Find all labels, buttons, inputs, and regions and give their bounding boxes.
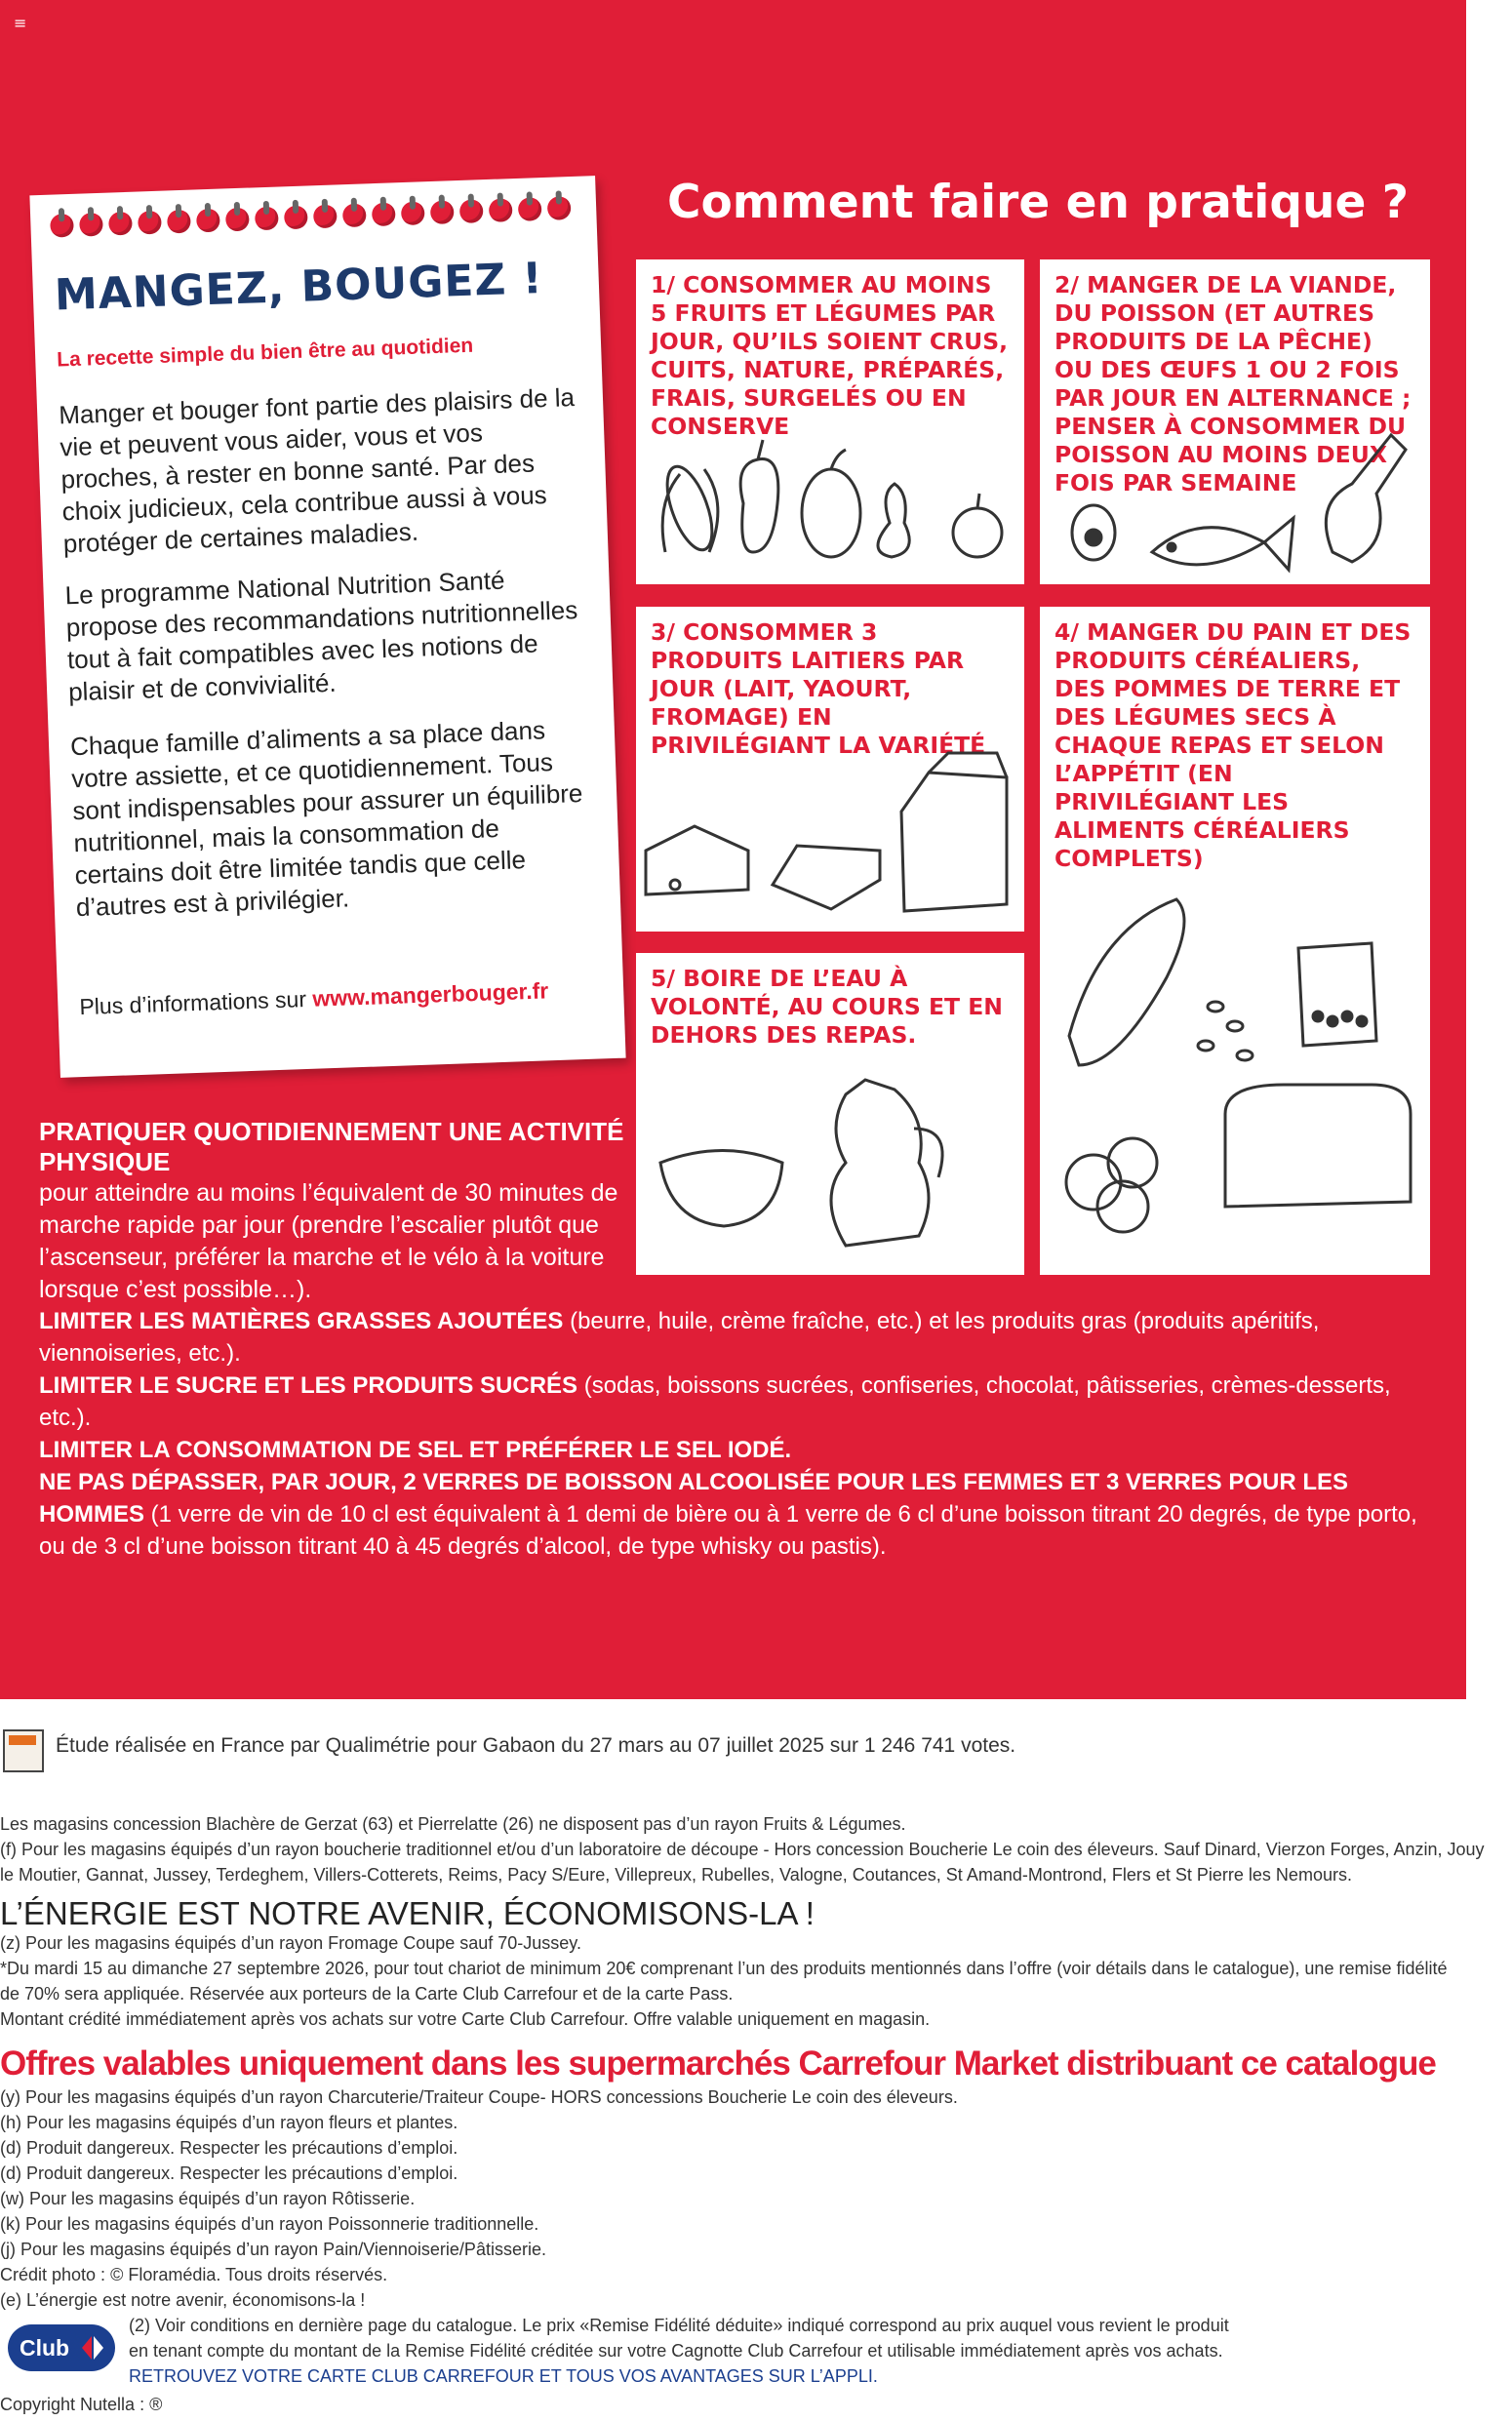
energie-slogan: L’ÉNERGIE EST NOTRE AVENIR, ÉCONOMISONS-LA ! — [0, 1895, 815, 1931]
limit-bold: LIMITER LE SUCRE ET LES PRODUITS SUCRÉS — [39, 1372, 578, 1399]
limit-rest: (sodas, boissons sucrées, confiseries, chocolat, pâtisseries, crèmes-desserts, etc.). — [39, 1372, 1391, 1431]
limit-rest: (1 verre de vin de 10 cl est équivalent à 1 demi de bière ou à 1 verre de 6 cl d’une boisson titrant 20 degrés, de type porto, ou de 3 cl d’une boisson titrant 40 à 45 degrés d’alcool, de type whisky ou pastis). — [39, 1501, 1417, 1560]
fine-print-line: (e) L’énergie est notre avenir, économisons-la ! — [0, 2290, 366, 2310]
fine-print-line: Montant crédité immédiatement après vos achats sur votre Carte Club Carrefour. Offre valable uniquement en magasin. — [0, 2009, 931, 2029]
ring-icon — [459, 199, 484, 223]
notepad-paragraph-3: Chaque famille d’aliments a sa place dans votre assiette, et ce quotidiennement. Tous sont indispensables pour assurer un équilibre nutritionnel, mais la consommation de certains doit être limitée tandis que celle d’autres est à privilégier. — [69, 715, 583, 923]
limit-item — [39, 1369, 1444, 1434]
main-title: Comment faire en pratique ? — [667, 176, 1410, 229]
club-note-1: (2) Voir conditions en dernière page du catalogue. Le prix «Remise Fidélité déduite» indiqué correspond au prix auquel vous revient le produit — [129, 2316, 1229, 2335]
ring-icon — [372, 202, 396, 226]
notepad-rings — [50, 196, 572, 238]
tile-cereals — [1040, 607, 1430, 1275]
limit-rest: (beurre, huile, crème fraîche, etc.) et les produits gras (produits apéritifs, viennoiseries, etc.). — [39, 1308, 1320, 1367]
ring-icon — [167, 210, 191, 234]
water-bowl-jug-icon — [636, 953, 1024, 1275]
physical-activity-heading: PRATIQUER QUOTIDIENNEMENT UNE ACTIVITÉ PHYSIQUE — [39, 1117, 624, 1176]
fine-print-line: (z) Pour les magasins équipés d’un rayon Fromage Coupe sauf 70-Jussey. — [0, 1933, 581, 1953]
menu-icon[interactable]: ≡ — [14, 14, 27, 32]
ring-icon — [79, 213, 103, 237]
fine-print-line: (d) Produit dangereux. Respecter les précautions d’emploi. — [0, 2163, 458, 2183]
fine-print-line: de 70% sera appliquée. Réservée aux porteurs de la Carte Club Carrefour et de la carte Pass. — [0, 1984, 734, 2004]
tile-meat-fish-eggs — [1040, 259, 1430, 584]
fruits-vegetables-icon — [636, 259, 1024, 584]
limit-item — [39, 1466, 1444, 1563]
club-carrefour-logo — [8, 2324, 115, 2371]
award-badge-icon — [3, 1729, 44, 1772]
notepad-subtitle: La recette simple du bien être au quotidien — [56, 334, 474, 372]
ring-icon — [518, 197, 542, 221]
club-note-2: en tenant compte du montant de la Remise Fidélité créditée sur votre Cagnotte Club Carrefour et utilisable immédiatement après vos achats. — [129, 2341, 1223, 2361]
bread-cereals-icon — [1040, 607, 1430, 1275]
notepad-title: MANGEZ, BOUGEZ ! — [54, 254, 544, 321]
etude-note: Étude réalisée en France par Qualimétrie pour Gabaon du 27 mars au 07 juillet 2025 sur 1 246 741 votes. — [56, 1734, 1016, 1757]
club-label: Club — [20, 2335, 70, 2361]
tile-text: 3/ CONSOMMER 3 PRODUITS LAITIERS PAR JOUR (LAIT, YAOURT, FROMAGE) EN PRIVILÉGIANT LA VARIÉTÉ — [651, 618, 986, 759]
ring-icon — [255, 207, 279, 231]
notepad-paragraph-1: Manger et bouger font partie des plaisirs de la vie et peuvent vous aider, vous et vos proches, à rester en bonne santé. Par des choix judicieux, cela contribue aussi à vous protéger de certaines maladies. — [58, 382, 576, 559]
ring-icon — [50, 214, 74, 238]
fine-print-line: (h) Pour les magasins équipés d’un rayon fleurs et plantes. — [0, 2113, 458, 2132]
physical-activity-body: pour atteindre au moins l’équivalent de 30 minutes de marche rapide par jour (prendre l’escalier plutôt que l’ascenseur, préférer la marche et le vélo à la voiture lorsque c’est possible…). — [39, 1179, 618, 1303]
ring-icon — [284, 205, 308, 229]
limits-list — [39, 1305, 1444, 1563]
fine-print-line: (f) Pour les magasins équipés d’un rayon boucherie traditionnel et/ou d’un laboratoire de découpe - Hors concession Boucherie Le coin des éleveurs. Sauf Dinard, Vierzon Forges, Anzin, Jouy — [0, 1840, 1485, 1859]
limit-item — [39, 1434, 1444, 1466]
ring-icon — [196, 209, 220, 233]
ring-icon — [342, 203, 367, 227]
limit-bold: NE PAS DÉPASSER, PAR JOUR, 2 VERRES DE BOISSON ALCOOLISÉE POUR LES FEMMES ET 3 VERRES POUR LES HOMMES — [39, 1469, 1349, 1528]
limit-bold: LIMITER LES MATIÈRES GRASSES AJOUTÉES — [39, 1308, 564, 1334]
notepad-more-info — [79, 977, 549, 1020]
notepad-paragraph-2: Le programme National Nutrition Santé propose des recommandations nutritionnelles tout à fait compatibles avec les notions de plaisir et de convivialité. — [64, 565, 578, 707]
tile-text: 4/ MANGER DU PAIN ET DES PRODUITS CÉRÉALIERS, DES POMMES DE TERRE ET DES LÉGUMES SECS À CHAQUE REPAS ET SELON L’APPÉTIT (EN PRIVILÉGIANT LES ALIMENTS CÉRÉALIERS COMPLETS) — [1054, 618, 1412, 872]
ring-icon — [489, 198, 513, 222]
fine-print-line: (k) Pour les magasins équipés d’un rayon Poissonnerie traditionnelle. — [0, 2214, 539, 2234]
ring-icon — [108, 212, 133, 236]
ring-icon — [430, 200, 455, 224]
ring-icon — [547, 196, 572, 220]
offres-heading: Offres valables uniquement dans les supermarchés Carrefour Market distribuant ce catalogue — [0, 2044, 1436, 2083]
tile-text: 1/ CONSOMMER AU MOINS 5 FRUITS ET LÉGUMES PAR JOUR, QU’ILS SOIENT CRUS, CUITS, NATURE, PRÉPARÉS, FRAIS, SURGELÉS OU EN CONSERVE — [651, 271, 1009, 440]
tile-fruits-vegetables — [636, 259, 1024, 584]
limit-item — [39, 1305, 1444, 1369]
fine-print-line: Les magasins concession Blachère de Gerzat (63) et Pierrelatte (26) ne disposent pas d’un rayon Fruits & Légumes. — [0, 1814, 906, 1834]
ring-icon — [225, 208, 250, 232]
ring-icon — [401, 201, 425, 225]
notepad-card — [29, 176, 625, 1078]
fine-print-line: (y) Pour les magasins équipés d’un rayon Charcuterie/Traiteur Coupe- HORS concessions Boucherie Le coin des éleveurs. — [0, 2087, 958, 2107]
fine-print-line: *Du mardi 15 au dimanche 27 septembre 2026, pour tout chariot de minimum 20€ comprenant l’un des produits mentionnés dans l’offre (voir détails dans le catalogue), une remise fidélité — [0, 1959, 1448, 1978]
fine-print-line: (d) Produit dangereux. Respecter les précautions d’emploi. — [0, 2138, 458, 2158]
limit-bold: LIMITER LA CONSOMMATION DE SEL ET PRÉFÉRER LE SEL IODÉ. — [39, 1437, 792, 1463]
carrefour-logo-icon — [80, 2334, 105, 2361]
physical-activity-block — [39, 1117, 634, 1306]
tile-text: 5/ BOIRE DE L’EAU À VOLONTÉ, AU COURS ET EN DEHORS DES REPAS. — [651, 965, 1003, 1049]
dairy-products-icon — [636, 607, 1024, 932]
fine-print-line: Crédit photo : © Floramédia. Tous droits réservés. — [0, 2265, 388, 2284]
tile-water — [636, 953, 1024, 1275]
tile-dairy — [636, 607, 1024, 932]
copyright-note: Copyright Nutella : ® — [0, 2395, 163, 2414]
club-app-note[interactable]: RETROUVEZ VOTRE CARTE CLUB CARREFOUR ET TOUS VOS AVANTAGES SUR L’APPLI. — [129, 2366, 878, 2386]
meat-fish-eggs-icon — [1040, 259, 1430, 584]
more-info-prefix: Plus d’informations sur — [78, 985, 313, 1020]
ring-icon — [138, 211, 162, 235]
tile-text: 2/ MANGER DE LA VIANDE, DU POISSON (ET AUTRES PRODUITS DE LA PÊCHE) OU DES ŒUFS 1 OU 2 FOIS PAR JOUR EN ALTERNANCE ; PENSER À CONSOMMER DU POISSON AU MOINS DEUX FOIS PAR SEMAINE — [1054, 271, 1412, 496]
fine-print-line: (w) Pour les magasins équipés d’un rayon Rôtisserie. — [0, 2189, 416, 2208]
ring-icon — [313, 204, 338, 228]
fine-print-line: (j) Pour les magasins équipés d’un rayon Pain/Viennoiserie/Pâtisserie. — [0, 2240, 546, 2259]
mangerbouger-link[interactable]: www.mangerbouger.fr — [311, 977, 549, 1012]
fine-print-line: le Moutier, Gannat, Jussey, Terdeghem, Villers-Cotterets, Reims, Pacy S/Eure, Villepreux, Rubelles, Valogne, Coutances, St Amand-Montrond, Flers et St Pierre les Nemours. — [0, 1865, 1352, 1885]
